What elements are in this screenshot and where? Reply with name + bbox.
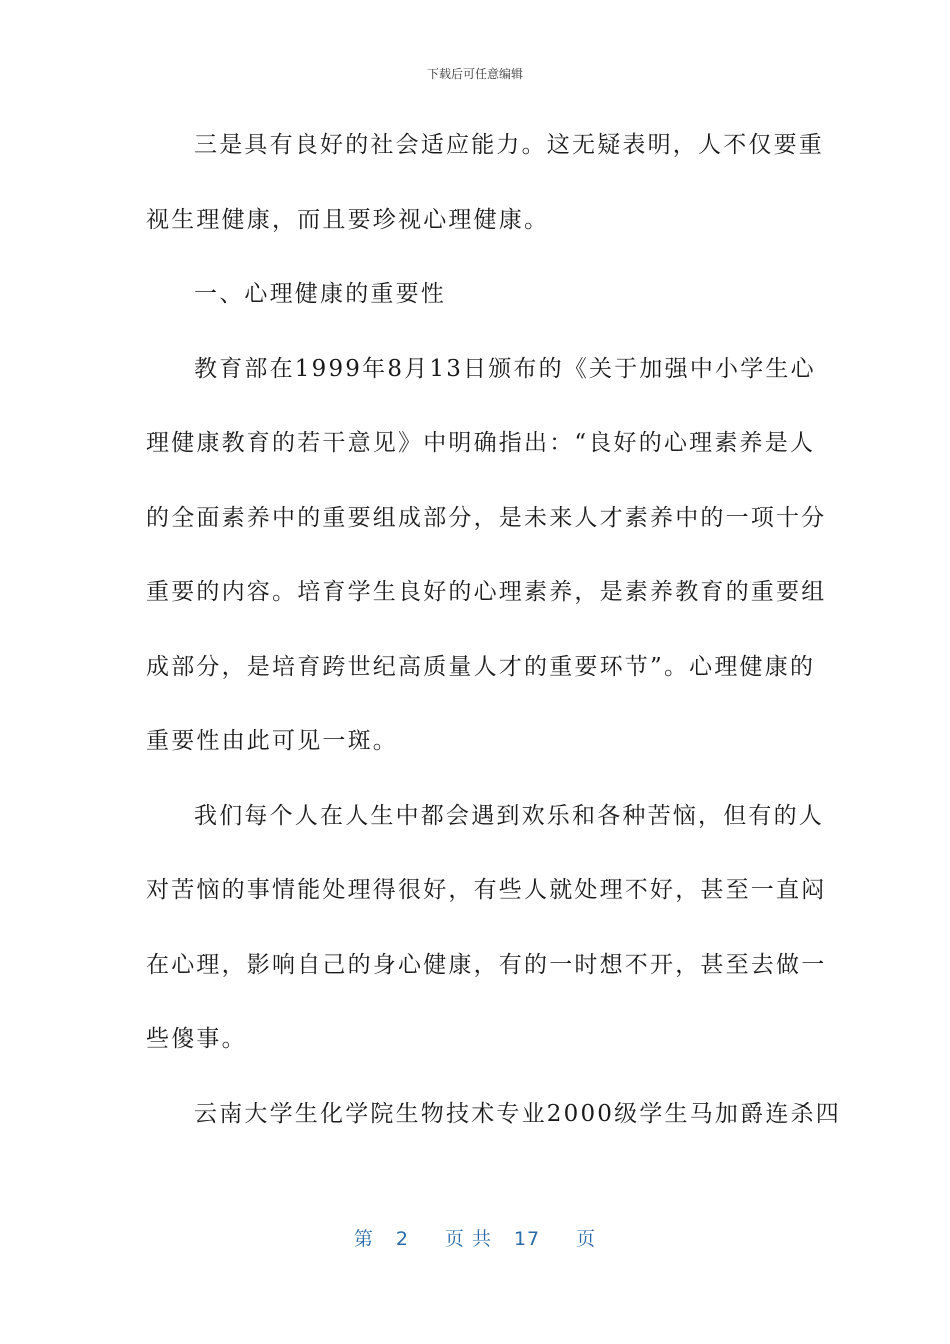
text-line: 成部分，是培育跨世纪高质量人才的重要环节”。心理健康的 (146, 653, 816, 680)
page-header-note: 下载后可任意编辑 (426, 67, 523, 81)
section-heading: 一、心理健康的重要性 (194, 281, 446, 307)
text-line: 理健康教育的若干意见》中明确指出：“良好的心理素养是人 (146, 430, 816, 456)
text-line: 重要的内容。培育学生良好的心理素养，是素养教育的重要组 (146, 579, 827, 605)
text-line: 云南大学生化学院生物技术专业2000级学生马加爵连杀四 (194, 1100, 841, 1127)
document-body (146, 118, 841, 1161)
text-line: 视生理健康，而且要珍视心理健康。 (146, 206, 550, 233)
page-middle: 页 共 (444, 1228, 492, 1250)
page-suffix: 页 (576, 1228, 597, 1250)
current-page-number: 2 (395, 1228, 409, 1250)
text-line: 在心理，影响自己的身心健康，有的一时想不开，甚至去做一 (146, 951, 827, 978)
text-line: 些傻事。 (146, 1026, 247, 1052)
text-line: 的全面素养中的重要组成部分，是未来人才素养中的一项十分 (146, 504, 827, 531)
text-line: 我们每个人在人生中都会遇到欢乐和各种苦恼，但有的人 (194, 802, 824, 829)
text-line: 重要性由此可见一斑。 (146, 728, 398, 754)
text-line: 教育部在1999年8月13日颁布的《关于加强中小学生心 (194, 355, 816, 382)
total-pages-number: 17 (513, 1228, 541, 1250)
page-footer (0, 1226, 950, 1252)
text-line: 三是具有良好的社会适应能力。这无疑表明，人不仅要重 (194, 132, 824, 158)
page-prefix: 第 (353, 1228, 374, 1250)
text-line: 对苦恼的事情能处理得很好，有些人就处理不好，甚至一直闷 (146, 877, 827, 903)
